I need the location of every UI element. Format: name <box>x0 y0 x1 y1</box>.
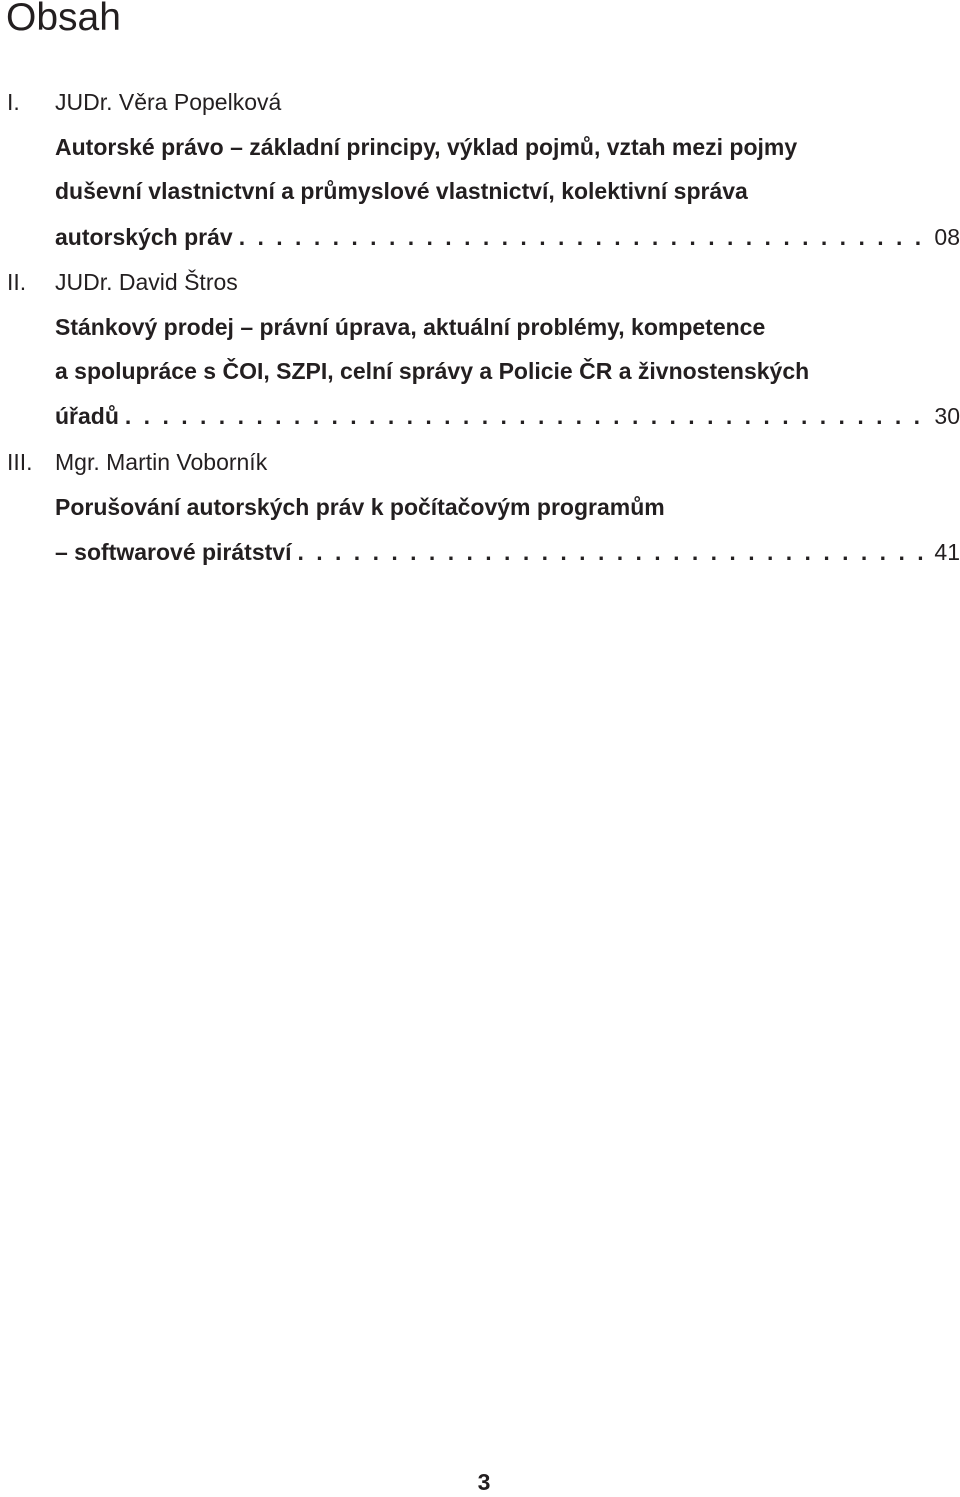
entry-3-title-end: – softwarové pirátství <box>55 539 292 565</box>
entry-2-number: II. <box>7 269 27 295</box>
dot-leader <box>239 222 929 252</box>
page-title: Obsah <box>6 0 121 39</box>
entry-1-author: JUDr. Věra Popelková <box>55 89 282 115</box>
entry-2-title-line-3[interactable] <box>55 401 960 431</box>
entry-3-title-line-2[interactable] <box>55 537 960 567</box>
entry-1-title-line-2: duševní vlastnictvní a průmyslové vlastnictví, kolektivní správa <box>55 178 748 204</box>
entry-3-author: Mgr. Martin Voborník <box>55 449 268 475</box>
entry-1-page: 08 <box>934 224 960 250</box>
dot-leader <box>297 537 928 567</box>
entry-3-number: III. <box>7 449 33 475</box>
entry-3-page: 41 <box>934 539 960 565</box>
entry-2-title-line-2: a spolupráce s ČOI, SZPI, celní správy a Policie ČR a živnostenských <box>55 358 810 384</box>
entry-3-title-line-1: Porušování autorských práv k počítačovým programům <box>55 494 665 520</box>
entry-2-title-line-1: Stánkový prodej – právní úprava, aktuální problémy, kompetence <box>55 314 766 340</box>
entry-1-title-end: autorských práv <box>55 224 233 250</box>
entry-2-title-end: úřadů <box>55 403 119 429</box>
dot-leader <box>125 401 929 431</box>
entry-1-title-line-3[interactable] <box>55 222 960 252</box>
entry-2-author: JUDr. David Štros <box>55 269 238 295</box>
entry-1-number: I. <box>7 89 20 115</box>
page-number: 3 <box>477 1469 491 1495</box>
entry-2-page: 30 <box>934 403 960 429</box>
entry-1-title-line-1: Autorské právo – základní principy, výklad pojmů, vztah mezi pojmy <box>55 134 798 160</box>
